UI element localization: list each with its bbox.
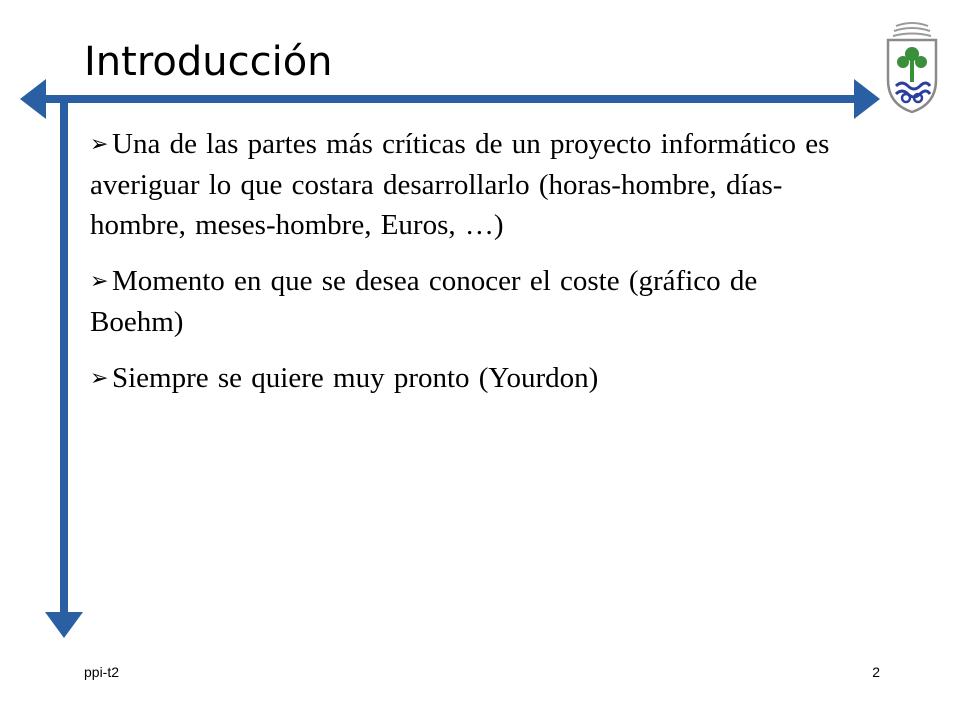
bullet-text: Una de las partes más críticas de un proyecto informático es averiguar lo que costara desarrollarlo (horas-hombre, días-hombre, meses-hombre, Euros, …)	[90, 128, 830, 241]
bullet-text: Siempre se quiere muy pronto (Yourdon)	[112, 362, 599, 394]
arrow-bullet-icon: ➢	[90, 366, 109, 391]
slide-title: Introducción	[84, 39, 333, 85]
footer-label: ppi-t2	[84, 664, 120, 680]
university-crest-icon	[882, 20, 942, 116]
page-number: 2	[872, 664, 880, 680]
bullet-item	[90, 358, 850, 399]
bullet-list	[90, 124, 850, 415]
arrow-bullet-icon: ➢	[90, 132, 109, 157]
arrow-bullet-icon: ➢	[90, 269, 109, 294]
bullet-item	[90, 261, 850, 342]
down-arrowhead-icon	[45, 612, 83, 638]
right-arrowhead-icon	[854, 79, 880, 119]
bullet-item	[90, 124, 850, 245]
left-arrowhead-icon	[20, 79, 46, 119]
bullet-text: Momento en que se desea conocer el coste (gráfico de Boehm)	[90, 265, 758, 338]
